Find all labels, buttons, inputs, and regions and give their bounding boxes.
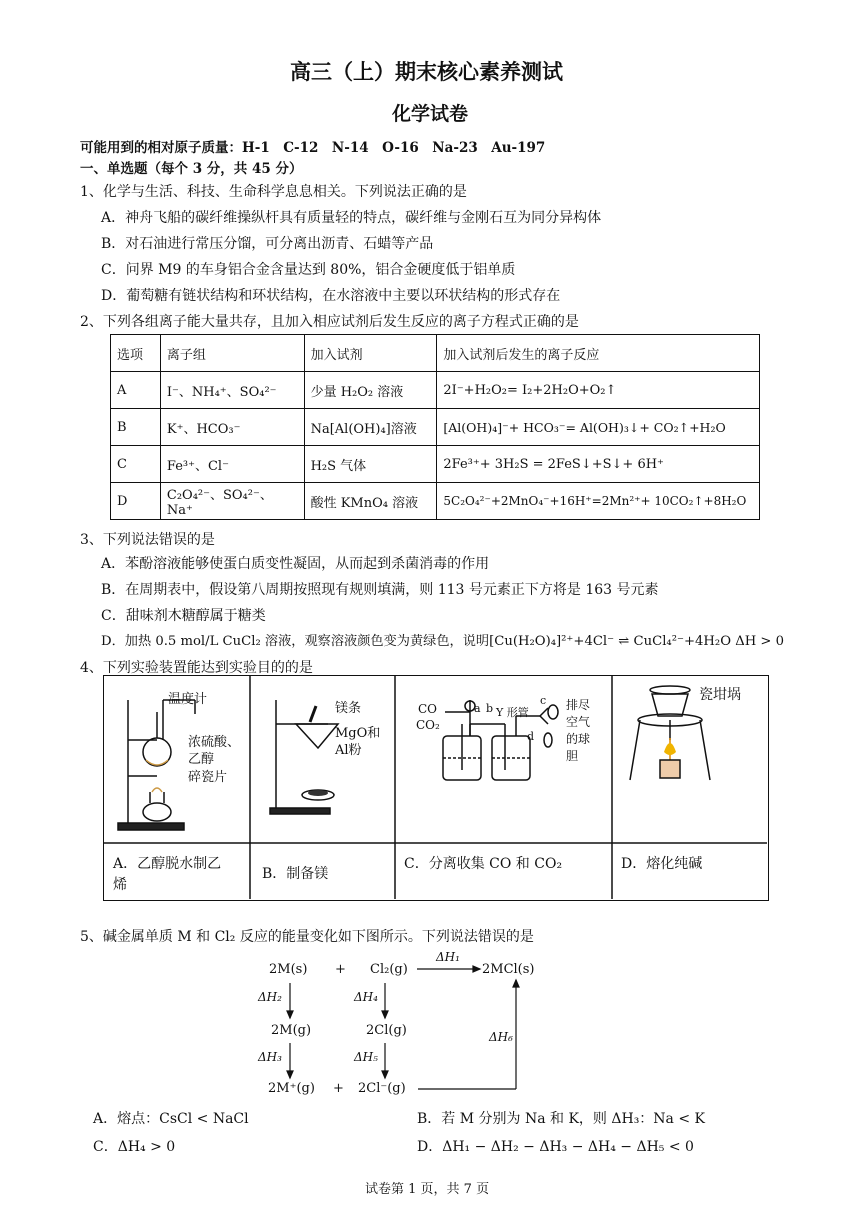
label-c: c <box>540 694 547 707</box>
table-cell: A <box>111 372 161 409</box>
q4-option-a-line2: 烯 <box>113 877 127 893</box>
q4-option-d: D．熔化纯碱 <box>621 856 703 872</box>
diagram-cl-gas: 2Cl(g) <box>366 1023 407 1038</box>
q4-option-c: C．分离收集 CO 和 CO₂ <box>404 856 563 872</box>
q3-stem: 3、下列说法错误的是 <box>80 532 215 548</box>
diagram-plus: + <box>335 962 346 977</box>
table-cell: 酸性 KMnO₄ 溶液 <box>304 483 437 520</box>
q1-option-d: D．葡萄糖有链状结构和环状结构，在水溶液中主要以环状结构的形式存在 <box>101 288 561 304</box>
diagram-dh2: ΔH₂ <box>258 990 282 1004</box>
table-cell: 5C₂O₄²⁻+2MnO₄⁻+16H⁺=2Mn²⁺+ 10CO₂↑+8H₂O <box>437 483 760 520</box>
table-cell: D <box>111 483 161 520</box>
table-header: 离子组 <box>160 335 304 372</box>
q3-option-c: C．甜味剂木糖醇属于糖类 <box>101 608 266 624</box>
q1-option-a: A．神舟飞船的碳纤维操纵杆具有质量轻的特点，碳纤维与金刚石互为同分异构体 <box>101 210 602 226</box>
diagram-m-gas: 2M(g) <box>271 1023 312 1038</box>
label-co: CO <box>418 702 438 716</box>
label-bladder-1: 排尽 <box>566 698 591 712</box>
label-crucible: 瓷坩埚 <box>699 687 741 703</box>
diagram-dh3: ΔH₃ <box>258 1050 282 1064</box>
q4-option-a-line1: A．乙醇脱水制乙 <box>113 856 222 872</box>
label-y-tube: Y 形管 <box>496 706 529 719</box>
q5-stem: 5、碱金属单质 M 和 Cl₂ 反应的能量变化如下图所示。下列说法错误的是 <box>80 929 534 945</box>
q1-stem: 1、化学与生活、科技、生命科学息息相关。下列说法正确的是 <box>80 184 467 200</box>
label-mgo-2: Al粉 <box>335 743 362 758</box>
q5-option-c: C．ΔH₄ > 0 <box>93 1139 176 1155</box>
table-cell: C₂O₄²⁻、SO₄²⁻、Na⁺ <box>160 483 304 520</box>
page-footer: 试卷第 1 页，共 7 页 <box>365 1182 490 1197</box>
table-cell: Fe³⁺、Cl⁻ <box>160 446 304 483</box>
table-cell: C <box>111 446 161 483</box>
table-header: 加入试剂后发生的离子反应 <box>437 335 760 372</box>
q3-option-a: A．苯酚溶液能够使蛋白质变性凝固，从而起到杀菌消毒的作用 <box>101 556 490 572</box>
diagram-plus-2: + <box>333 1081 344 1096</box>
diagram-m-ion: 2M⁺(g) <box>268 1081 315 1096</box>
q1-option-b: B．对石油进行常压分馏，可分离出沥青、石蜡等产品 <box>101 236 434 252</box>
label-acid-2: 乙醇 <box>188 752 215 767</box>
q5-option-d: D．ΔH₁ − ΔH₂ − ΔH₃ − ΔH₄ − ΔH₅ < 0 <box>417 1139 694 1155</box>
diagram-dh6: ΔH₆ <box>489 1030 513 1044</box>
section-heading: 一、单选题（每个 3 分，共 45 分） <box>80 161 303 177</box>
label-a: a <box>474 702 481 715</box>
table-cell: B <box>111 409 161 446</box>
table-cell: [Al(OH)₄]⁻+ HCO₃⁻= Al(OH)₃↓+ CO₂↑+H₂O <box>437 409 760 446</box>
label-b: b <box>486 702 494 715</box>
q3-option-b: B．在周期表中，假设第八周期按照现有规则填满，则 113 号元素正下方将是 163 号元素 <box>101 582 659 598</box>
label-co2: CO₂ <box>416 718 440 732</box>
q5-option-a: A．熔点：CsCl < NaCl <box>93 1111 249 1127</box>
table-cell: 2Fe³⁺+ 3H₂S = 2FeS↓+S↓+ 6H⁺ <box>437 446 760 483</box>
q4-stem: 4、下列实验装置能达到实验目的的是 <box>80 660 313 676</box>
table-cell: I⁻、NH₄⁺、SO₄²⁻ <box>160 372 304 409</box>
table-header: 选项 <box>111 335 161 372</box>
label-bladder-2: 空气 <box>566 715 591 729</box>
label-bladder-4: 胆 <box>566 749 579 763</box>
diagram-dh4: ΔH₄ <box>354 990 378 1004</box>
table-cell: H₂S 气体 <box>304 446 437 483</box>
diagram-cl-ion: 2Cl⁻(g) <box>358 1081 406 1096</box>
label-mgo-1: MgO和 <box>335 726 381 741</box>
diagram-dh1: ΔH₁ <box>436 950 460 964</box>
page-subtitle: 化学试卷 <box>392 103 469 125</box>
page-title: 高三（上）期末核心素养测试 <box>290 59 563 84</box>
table-cell: 2I⁻+H₂O₂= I₂+2H₂O+O₂↑ <box>437 372 760 409</box>
q4-option-b: B．制备镁 <box>262 866 329 882</box>
diagram-reactant-m: 2M(s) <box>269 962 308 977</box>
label-d: d <box>527 730 535 743</box>
atomic-masses: 可能用到的相对原子质量：H-1 C-12 N-14 O-16 Na-23 Au-197 <box>80 140 546 156</box>
label-mg: 镁条 <box>335 701 362 716</box>
q3-option-d: D．加热 0.5 mol/L CuCl₂ 溶液，观察溶液颜色变为黄绿色，说明[Cu(H₂O)₄]²⁺+4Cl⁻ ⇌ CuCl₄²⁻+4H₂O ΔH > 0 <box>101 634 785 649</box>
table-cell: K⁺、HCO₃⁻ <box>160 409 304 446</box>
diagram-product: 2MCl(s) <box>482 962 535 977</box>
diagram-dh5: ΔH₅ <box>354 1050 378 1064</box>
q2-stem: 2、下列各组离子能大量共存，且加入相应试剂后发生反应的离子方程式正确的是 <box>80 314 579 330</box>
q1-option-c: C．问界 M9 的车身铝合金含量达到 80%，铝合金硬度低于铝单质 <box>101 262 516 278</box>
label-acid-1: 浓硫酸、 <box>188 735 241 750</box>
label-bladder-3: 的球 <box>566 732 591 746</box>
table-header: 加入试剂 <box>304 335 437 372</box>
diagram-reactant-cl2: Cl₂(g) <box>370 962 408 977</box>
label-thermometer: 温度计 <box>168 692 208 707</box>
q5-option-b: B．若 M 分别为 Na 和 K，则 ΔH₃：Na < K <box>417 1111 705 1127</box>
label-chips: 碎瓷片 <box>188 770 228 785</box>
table-cell: Na[Al(OH)₄]溶液 <box>304 409 437 446</box>
table-cell: 少量 H₂O₂ 溶液 <box>304 372 437 409</box>
